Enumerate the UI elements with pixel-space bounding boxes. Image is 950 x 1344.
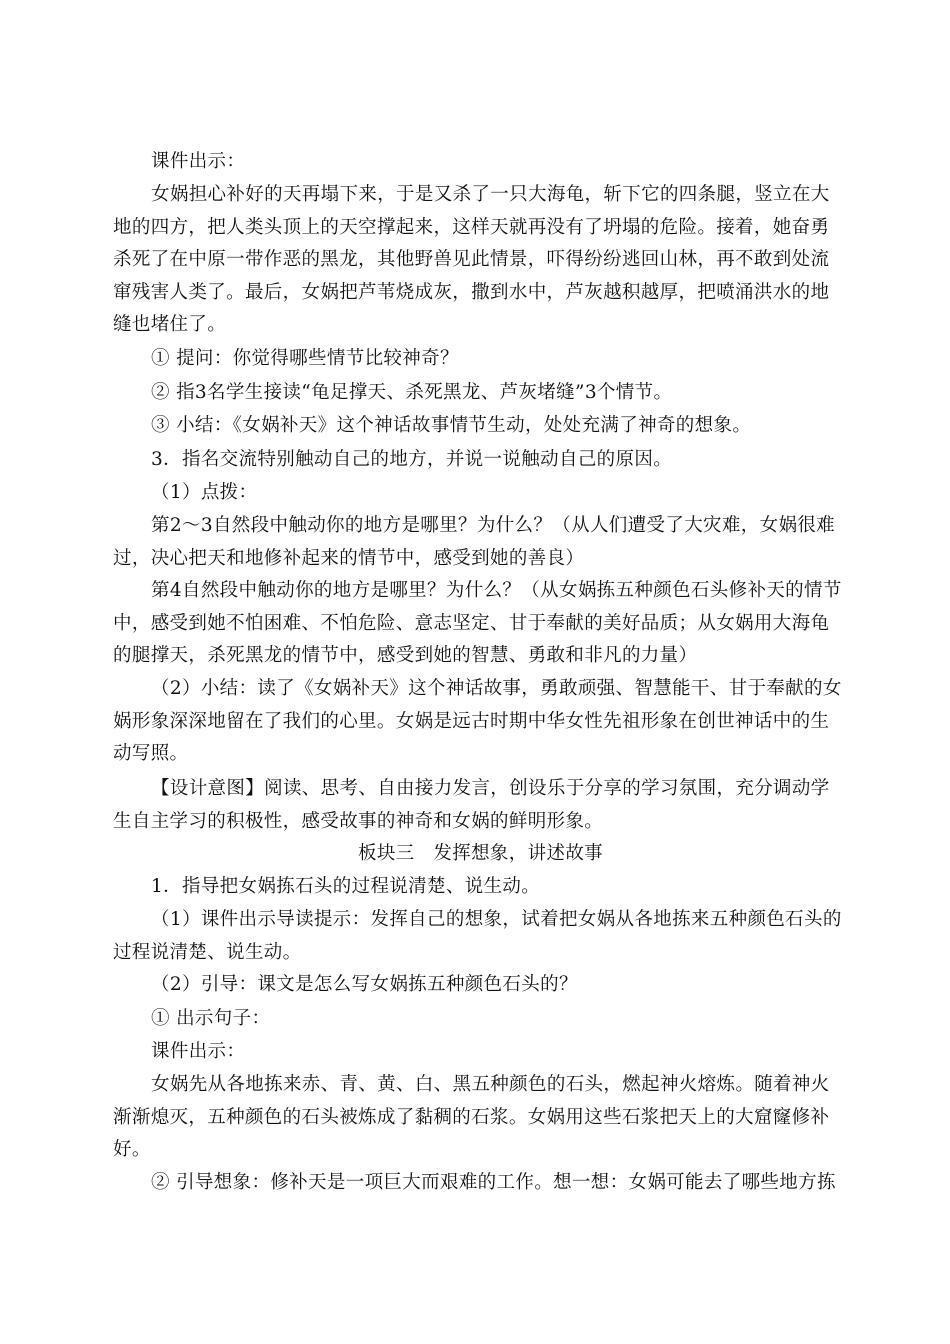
- paragraph: ① 出示句子：: [151, 1008, 271, 1029]
- paragraph: ② 指3名学生接读“龟足撑天、杀死黑龙、芦灰堵缝”3个情节。: [151, 382, 673, 403]
- paragraph: （1）课件出示导读提示：发挥自己的想象，试着把女娲从各地拣来五种颜色石头的过程说清楚、说生动。: [113, 909, 842, 963]
- paragraph: ① 提问：你觉得哪些情节比较神奇？: [151, 348, 459, 369]
- paragraph: 课件出示：: [151, 151, 246, 172]
- paragraph: 第4自然段中触动你的地方是哪里？为什么？（从女娲拣五种颜色石头修补天的情节中，感受到她不怕困难、不怕危险、意志坚定、甘于奉献的美好品质；从女娲用大海龟的腿撑天，杀死黑龙的情节中，感受到她的智慧、勇敢和非凡的力量）: [113, 580, 842, 666]
- section-heading: 板块三 发挥想象，讲述故事: [357, 843, 604, 864]
- paragraph: （2）引导：课文是怎么写女娲拣五种颜色石头的？: [151, 974, 578, 995]
- paragraph: ③ 小结：《女娲补天》这个神话故事情节生动，处处充满了神奇的想象。: [151, 415, 752, 436]
- paragraph: （2）小结：读了《女娲补天》这个神话故事，勇敢顽强、智慧能干、甘于奉献的女娲形象深深地留在了我们的心里。女娲是远古时期中华女性先祖形象在创世神话中的生动写照。: [113, 678, 842, 764]
- paragraph: （1）点拨：: [151, 482, 258, 503]
- paragraph: 3．指名交流特别触动自己的地方，并说一说触动自己的原因。: [151, 449, 673, 470]
- design-intent: 【设计意图】阅读、思考、自由接力发言，创设乐于分享的学习氛围，充分调动学生自主学习的积极性，感受故事的神奇和女娲的鲜明形象。: [113, 778, 830, 832]
- paragraph: 女娲先从各地拣来赤、青、黄、白、黑五种颜色的石头，燃起神火熔炼。随着神火渐渐熄灭，五种颜色的石头被炼成了黏稠的石浆。女娲用这些石浆把天上的大窟窿修补好。: [113, 1074, 830, 1160]
- paragraph: 1．指导把女娲拣石头的过程说清楚、说生动。: [151, 876, 541, 897]
- paragraph: 第2～3自然段中触动你的地方是哪里？为什么？（从人们遭受了大灾难，女娲很难过，决心把天和地修补起来的情节中，感受到她的善良）: [113, 515, 835, 569]
- paragraph: 课件出示：: [151, 1041, 246, 1062]
- paragraph: ② 引导想象：修补天是一项巨大而艰难的工作。想一想：女娲可能去了哪些地方拣: [151, 1172, 836, 1193]
- paragraph: 女娲担心补好的天再塌下来，于是又杀了一只大海龟，斩下它的四条腿，竖立在大地的四方，把人类头顶上的天空撑起来，这样天就再没有了坍塌的危险。接着，她奋勇杀死了在中原一带作恶的黑龙，其他野兽见此情景，吓得纷纷逃回山林，再不敢到处流窜残害人类了。最后，女娲把芦苇烧成灰，撒到水中，芦灰越积越厚，把喷涌洪水的地缝也堵住了。: [113, 184, 830, 335]
